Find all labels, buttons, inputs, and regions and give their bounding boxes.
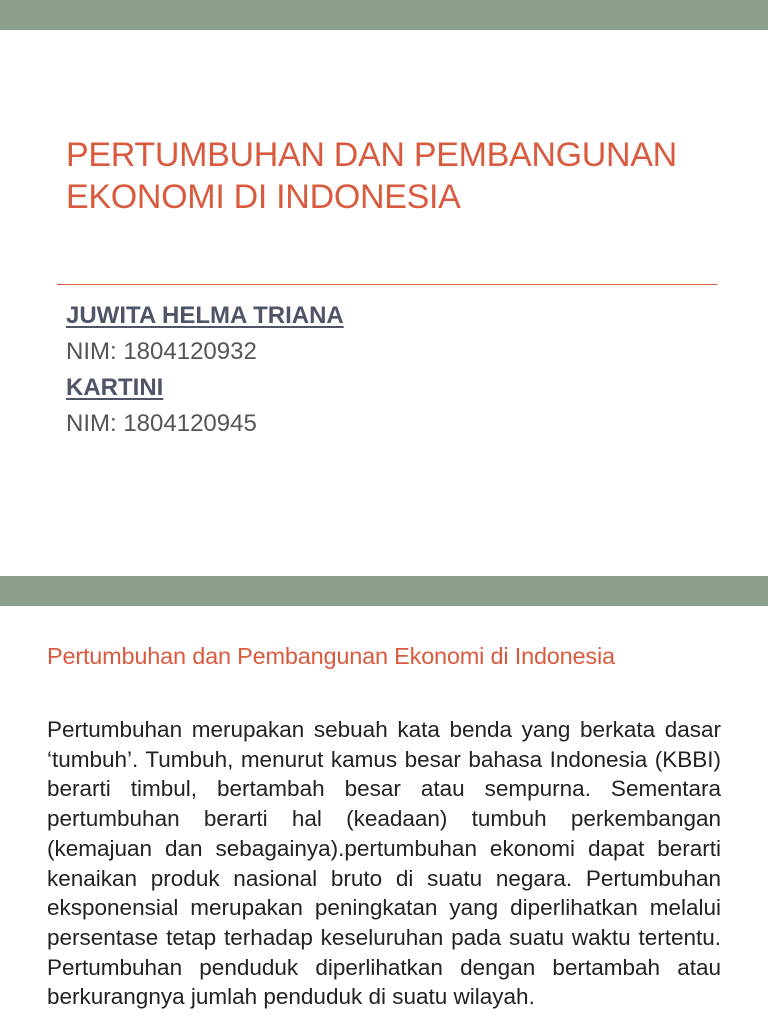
body-paragraph: Pertumbuhan merupakan sebuah kata benda yang berkata dasar ‘tumbuh’. Tumbuh, menurut kamus besar bahasa Indonesia (KBBI) berarti timbul, bertambah besar atau sempurna. Sementara pertumbuhan berarti hal (keadaan) tumbuh perkembangan (kemajuan dan sebagainya).pertumbuhan ekonomi dapat berarti kenaikan produk nasional bruto di suatu negara. Pertumbuhan eksponensial merupakan peningkatan yang diperlihatkan melalui persentase tetap terhadap keseluruhan pada suatu waktu tertentu. Pertumbuhan penduduk diperlihatkan dengan bertambah atau berkurangnya jumlah penduduk di suatu wilayah. <box>47 717 721 1010</box>
author-name-2: KARTINI <box>66 374 164 401</box>
author-list <box>66 298 666 442</box>
section-separator-band <box>0 576 768 606</box>
author-nim-1: NIM: 1804120932 <box>66 338 257 365</box>
author-nim-2: NIM: 1804120945 <box>66 410 257 437</box>
section-heading: Pertumbuhan dan Pembangunan Ekonomi di Indonesia <box>47 643 615 669</box>
slide-title-line-2: EKONOMI DI INDONESIA <box>66 178 461 216</box>
slide-title <box>66 134 746 218</box>
title-divider <box>57 284 717 285</box>
author-name-1: JUWITA HELMA TRIANA <box>66 302 344 329</box>
top-header-band <box>0 0 768 30</box>
slide-title-line-1: PERTUMBUHAN DAN PEMBANGUNAN <box>66 136 677 174</box>
